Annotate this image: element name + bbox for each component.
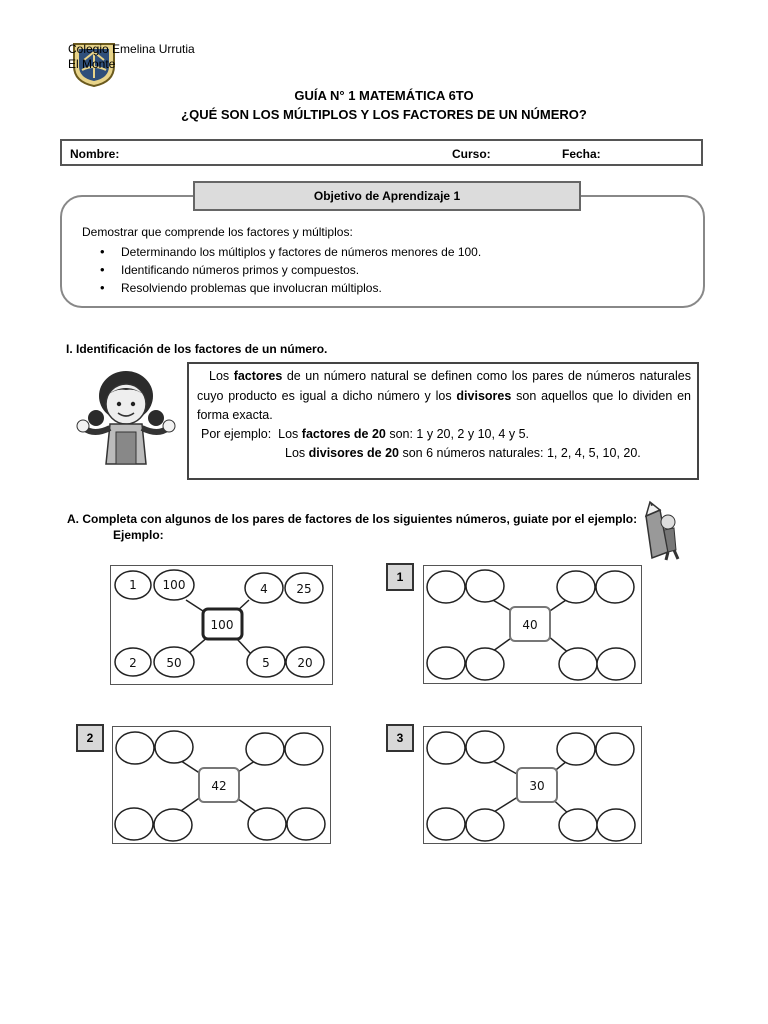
school-name: Colegio Emelina Urrutia El Monte (68, 42, 195, 71)
nombre-label: Nombre: (70, 147, 120, 161)
center-number: 42 (211, 779, 227, 793)
list-item: • Determinando los múltiplos y factores de números menores de 100. (100, 243, 481, 261)
student-info-box[interactable] (60, 139, 703, 166)
fecha-label: Fecha: (562, 147, 601, 161)
factor-value: 25 (296, 582, 312, 596)
center-number: 40 (522, 618, 538, 632)
example-factor-diagram (110, 565, 333, 685)
section-1-heading: I. Identificación de los factores de un número. (66, 342, 328, 356)
example-divisors-line: Los divisores de 20 son 6 números naturales: 1, 2, 4, 5, 10, 20. (285, 446, 641, 460)
center-number: 30 (529, 779, 545, 793)
curso-label: Curso: (452, 147, 491, 161)
guide-subtitle: ¿QUÉ SON LOS MÚLTIPLOS Y LOS FACTORES DE UN NÚMERO? (181, 107, 587, 122)
factor-value: 20 (297, 656, 313, 670)
definition-text: Los factores de un número natural se definen como los pares de números naturales cuyo producto es igual a dicho número y los divisores son aquellos que lo dividen en forma exacta. (197, 369, 691, 422)
girl-illustration-icon (76, 366, 176, 466)
exercise-1-badge: 1 (386, 563, 414, 591)
center-number: 100 (210, 618, 234, 632)
list-item: • Resolviendo problemas que involucran múltiplos. (100, 279, 481, 297)
exercise-3-diagram (423, 726, 642, 844)
objective-list (100, 243, 481, 297)
section-a-instruction: A. Completa con algunos de los pares de factores de los siguientes números, guiate por el ejemplo: Ejemplo: (67, 512, 638, 542)
exercise-2-badge: 2 (76, 724, 104, 752)
list-item: • Identificando números primos y compuestos. (100, 261, 481, 279)
factor-value: 2 (129, 656, 137, 670)
definition-box (187, 362, 699, 480)
objective-title: Objetivo de Aprendizaje 1 (193, 181, 581, 211)
factor-value: 5 (262, 656, 270, 670)
factor-value: 1 (129, 578, 137, 592)
factor-value: 50 (166, 656, 182, 670)
exercise-2-diagram (112, 726, 331, 844)
objective-intro: Demostrar que comprende los factores y múltiplos: (82, 225, 353, 239)
exercise-1-diagram (423, 565, 642, 684)
example-factors-line: Por ejemplo: Los factores de 20 son: 1 y 20, 2 y 10, 4 y 5. (201, 427, 529, 441)
factor-value: 100 (162, 578, 186, 592)
exercise-3-badge: 3 (386, 724, 414, 752)
guide-title: GUÍA N° 1 MATEMÁTICA 6TO (294, 88, 474, 103)
pencil-character-icon (638, 498, 684, 562)
factor-value: 4 (260, 582, 268, 596)
